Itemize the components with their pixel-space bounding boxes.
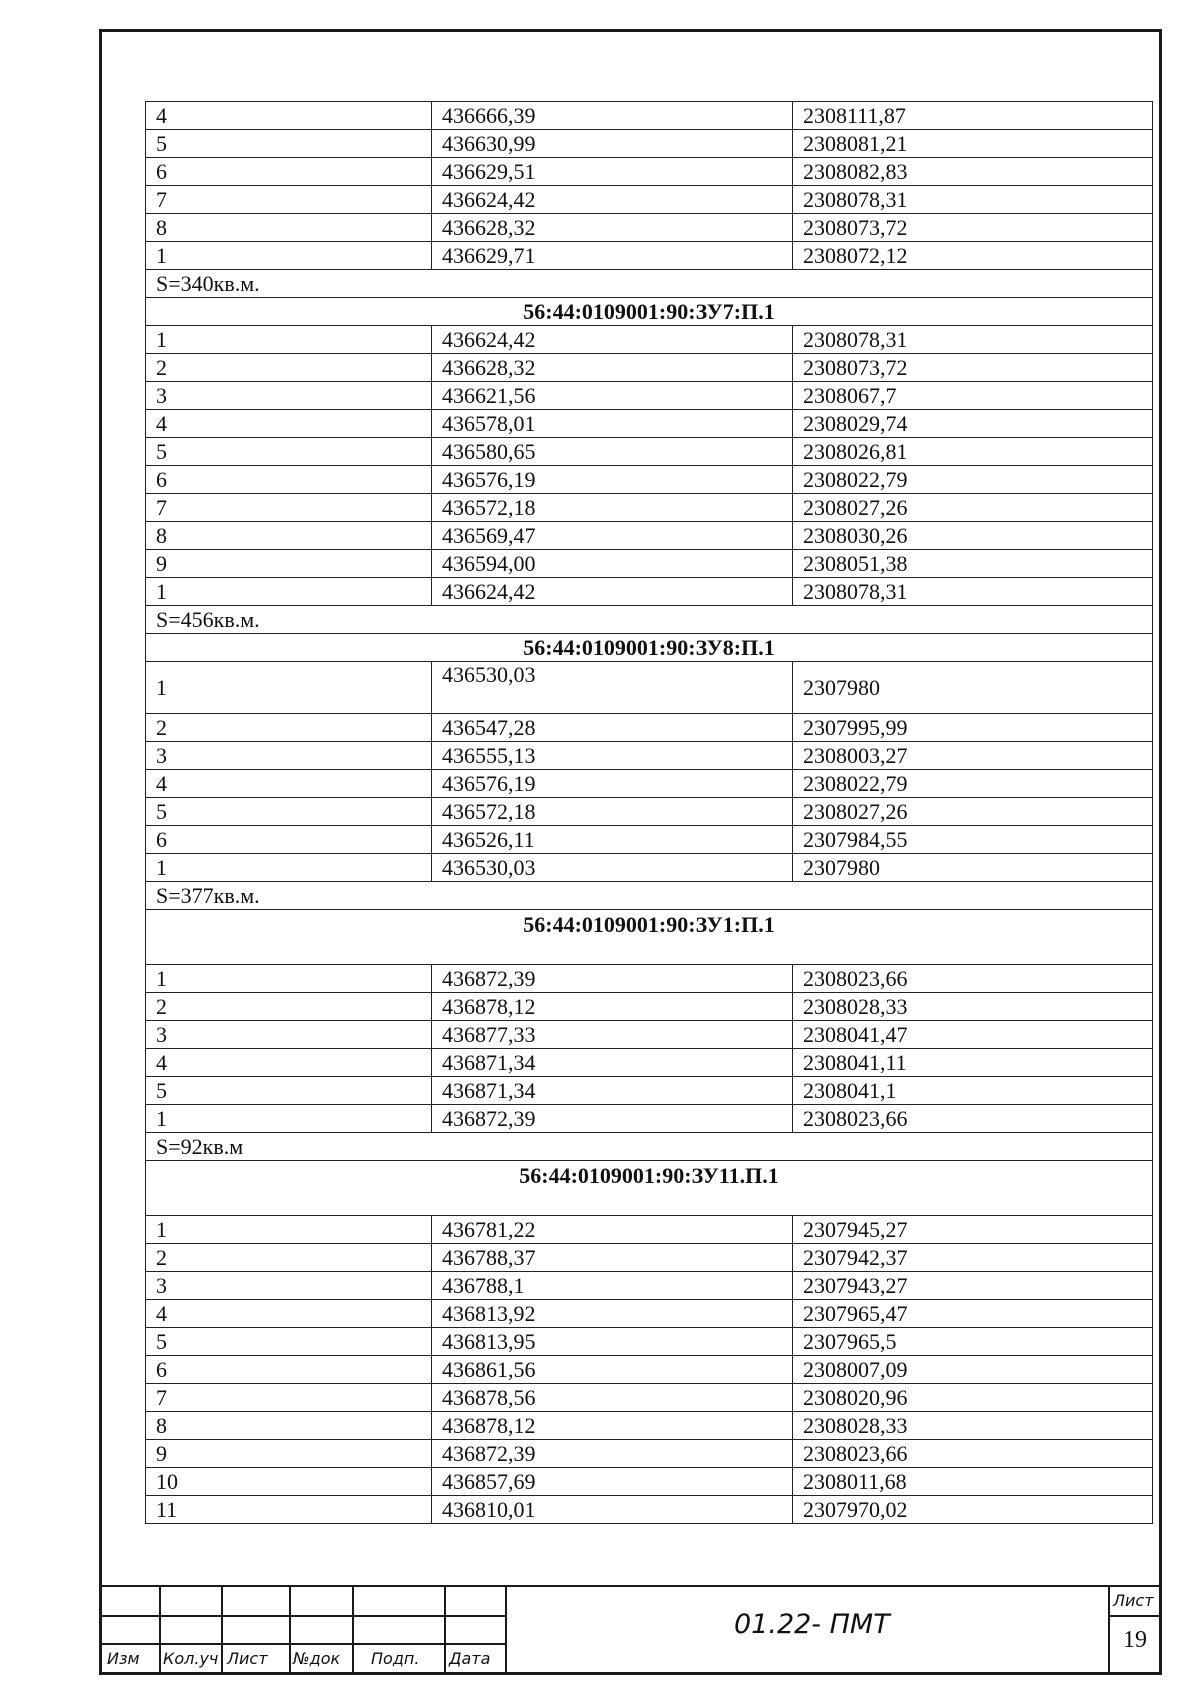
table-row	[146, 854, 1153, 882]
point-number-cell: 3	[146, 382, 432, 410]
kol-uch-label: Кол.уч	[163, 1649, 219, 1668]
data-label: Дата	[449, 1649, 491, 1668]
point-number-cell: 6	[146, 826, 432, 854]
table-row	[146, 798, 1153, 826]
x-coordinate-cell: 436629,51	[432, 158, 793, 186]
point-number-cell: 1	[146, 578, 432, 606]
y-coordinate-cell: 2308067,7	[793, 382, 1153, 410]
y-coordinate-cell: 2307970,02	[793, 1496, 1153, 1524]
y-coordinate-cell: 2308111,87	[793, 102, 1153, 130]
point-number-cell: 2	[146, 993, 432, 1021]
title-block-top-line	[99, 1585, 1162, 1587]
table-row	[146, 522, 1153, 550]
y-coordinate-cell: 2308041,11	[793, 1049, 1153, 1077]
title-block-grid-line	[505, 1585, 507, 1675]
y-coordinate-cell: 2307984,55	[793, 826, 1153, 854]
point-number-cell: 5	[146, 1077, 432, 1105]
point-number-cell: 10	[146, 1468, 432, 1496]
table-row	[146, 662, 1153, 714]
y-coordinate-cell: 2308011,68	[793, 1468, 1153, 1496]
y-coordinate-cell: 2308023,66	[793, 1105, 1153, 1133]
x-coordinate-cell: 436788,37	[432, 1244, 793, 1272]
area-row	[146, 270, 1153, 298]
sheet-number: 19	[1123, 1627, 1147, 1653]
x-coordinate-cell: 436576,19	[432, 466, 793, 494]
point-number-cell: 6	[146, 158, 432, 186]
parcel-header-row	[146, 910, 1153, 965]
x-coordinate-cell: 436530,03	[432, 662, 793, 714]
table-row	[146, 714, 1153, 742]
table-row	[146, 770, 1153, 798]
point-number-cell: 1	[146, 326, 432, 354]
x-coordinate-cell: 436872,39	[432, 1105, 793, 1133]
point-number-cell: 1	[146, 1105, 432, 1133]
point-number-cell: 8	[146, 214, 432, 242]
title-block-grid-line	[444, 1585, 446, 1675]
parcel-id-cell: 56:44:0109001:90:ЗУ11.П.1	[146, 1161, 1153, 1216]
point-number-cell: 3	[146, 1021, 432, 1049]
table-row	[146, 1496, 1153, 1524]
y-coordinate-cell: 2308023,66	[793, 1440, 1153, 1468]
x-coordinate-cell: 436578,01	[432, 410, 793, 438]
x-coordinate-cell: 436628,32	[432, 214, 793, 242]
table-row	[146, 1021, 1153, 1049]
table-row	[146, 354, 1153, 382]
table-row	[146, 1077, 1153, 1105]
table-row	[146, 578, 1153, 606]
x-coordinate-cell: 436629,71	[432, 242, 793, 270]
y-coordinate-cell: 2308082,83	[793, 158, 1153, 186]
table-row	[146, 438, 1153, 466]
y-coordinate-cell: 2308020,96	[793, 1384, 1153, 1412]
sheet-cell-border	[1108, 1585, 1110, 1675]
y-coordinate-cell: 2308029,74	[793, 410, 1153, 438]
table-row	[146, 326, 1153, 354]
x-coordinate-cell: 436530,03	[432, 854, 793, 882]
x-coordinate-cell: 436569,47	[432, 522, 793, 550]
point-number-cell: 2	[146, 714, 432, 742]
coordinates-table-body	[146, 102, 1153, 1524]
table-row	[146, 1468, 1153, 1496]
table-row	[146, 1412, 1153, 1440]
x-coordinate-cell: 436547,28	[432, 714, 793, 742]
table-row	[146, 1216, 1153, 1244]
area-row	[146, 1133, 1153, 1161]
table-row	[146, 1300, 1153, 1328]
sheet-cell-divider	[1108, 1615, 1162, 1617]
point-number-cell: 8	[146, 522, 432, 550]
x-coordinate-cell: 436628,32	[432, 354, 793, 382]
y-coordinate-cell: 2308003,27	[793, 742, 1153, 770]
y-coordinate-cell: 2307965,47	[793, 1300, 1153, 1328]
y-coordinate-cell: 2307945,27	[793, 1216, 1153, 1244]
coordinates-table	[145, 101, 1153, 1524]
table-row	[146, 242, 1153, 270]
area-cell: S=92кв.м	[146, 1133, 1153, 1161]
title-block-grid-line	[352, 1585, 354, 1675]
table-row	[146, 1356, 1153, 1384]
y-coordinate-cell: 2307965,5	[793, 1328, 1153, 1356]
title-block-grid-line	[221, 1585, 223, 1675]
x-coordinate-cell: 436624,42	[432, 578, 793, 606]
point-number-cell: 3	[146, 1272, 432, 1300]
y-coordinate-cell: 2308026,81	[793, 438, 1153, 466]
parcel-id-cell: 56:44:0109001:90:ЗУ7:П.1	[146, 298, 1153, 326]
y-coordinate-cell: 2308073,72	[793, 354, 1153, 382]
table-row	[146, 410, 1153, 438]
point-number-cell: 4	[146, 102, 432, 130]
title-block-grid-line	[289, 1585, 291, 1675]
x-coordinate-cell: 436580,65	[432, 438, 793, 466]
title-block-grid-line	[159, 1585, 161, 1675]
area-cell: S=456кв.м.	[146, 606, 1153, 634]
point-number-cell: 9	[146, 550, 432, 578]
x-coordinate-cell: 436878,12	[432, 1412, 793, 1440]
point-number-cell: 1	[146, 854, 432, 882]
x-coordinate-cell: 436572,18	[432, 494, 793, 522]
y-coordinate-cell: 2308007,09	[793, 1356, 1153, 1384]
point-number-cell: 2	[146, 1244, 432, 1272]
table-row	[146, 382, 1153, 410]
point-number-cell: 5	[146, 1328, 432, 1356]
y-coordinate-cell: 2308051,38	[793, 550, 1153, 578]
y-coordinate-cell: 2308027,26	[793, 494, 1153, 522]
point-number-cell: 4	[146, 770, 432, 798]
x-coordinate-cell: 436872,39	[432, 1440, 793, 1468]
point-number-cell: 5	[146, 130, 432, 158]
x-coordinate-cell: 436871,34	[432, 1049, 793, 1077]
x-coordinate-cell: 436666,39	[432, 102, 793, 130]
parcel-header-row	[146, 1161, 1153, 1216]
x-coordinate-cell: 436872,39	[432, 965, 793, 993]
y-coordinate-cell: 2308078,31	[793, 186, 1153, 214]
point-number-cell: 4	[146, 1049, 432, 1077]
y-coordinate-cell: 2308028,33	[793, 993, 1153, 1021]
x-coordinate-cell: 436810,01	[432, 1496, 793, 1524]
x-coordinate-cell: 436621,56	[432, 382, 793, 410]
area-row	[146, 606, 1153, 634]
point-number-cell: 5	[146, 438, 432, 466]
table-row	[146, 494, 1153, 522]
point-number-cell: 8	[146, 1412, 432, 1440]
y-coordinate-cell: 2308072,12	[793, 242, 1153, 270]
x-coordinate-cell: 436572,18	[432, 798, 793, 826]
x-coordinate-cell: 436555,13	[432, 742, 793, 770]
y-coordinate-cell: 2308022,79	[793, 770, 1153, 798]
point-number-cell: 7	[146, 1384, 432, 1412]
x-coordinate-cell: 436877,33	[432, 1021, 793, 1049]
parcel-header-row	[146, 634, 1153, 662]
y-coordinate-cell: 2308030,26	[793, 522, 1153, 550]
point-number-cell: 4	[146, 1300, 432, 1328]
table-row	[146, 965, 1153, 993]
point-number-cell: 1	[146, 1216, 432, 1244]
x-coordinate-cell: 436871,34	[432, 1077, 793, 1105]
y-coordinate-cell: 2308041,1	[793, 1077, 1153, 1105]
parcel-id-cell: 56:44:0109001:90:ЗУ8:П.1	[146, 634, 1153, 662]
y-coordinate-cell: 2307942,37	[793, 1244, 1153, 1272]
x-coordinate-cell: 436878,56	[432, 1384, 793, 1412]
y-coordinate-cell: 2308078,31	[793, 326, 1153, 354]
x-coordinate-cell: 436781,22	[432, 1216, 793, 1244]
point-number-cell: 1	[146, 242, 432, 270]
point-number-cell: 5	[146, 798, 432, 826]
parcel-id-cell: 56:44:0109001:90:ЗУ1:П.1	[146, 910, 1153, 965]
izm-label: Изм	[107, 1649, 140, 1668]
area-row	[146, 882, 1153, 910]
y-coordinate-cell: 2308022,79	[793, 466, 1153, 494]
y-coordinate-cell: 2307980	[793, 662, 1153, 714]
table-row	[146, 1440, 1153, 1468]
x-coordinate-cell: 436878,12	[432, 993, 793, 1021]
y-coordinate-cell: 2308028,33	[793, 1412, 1153, 1440]
y-coordinate-cell: 2307995,99	[793, 714, 1153, 742]
table-row	[146, 102, 1153, 130]
y-coordinate-cell: 2308078,31	[793, 578, 1153, 606]
x-coordinate-cell: 436861,56	[432, 1356, 793, 1384]
podp-label: Подп.	[371, 1649, 420, 1668]
y-coordinate-cell: 2307980	[793, 854, 1153, 882]
sheet-label: Лист	[1113, 1591, 1154, 1610]
point-number-cell: 1	[146, 965, 432, 993]
table-row	[146, 1272, 1153, 1300]
x-coordinate-cell: 436630,99	[432, 130, 793, 158]
x-coordinate-cell: 436576,19	[432, 770, 793, 798]
table-row	[146, 158, 1153, 186]
x-coordinate-cell: 436813,92	[432, 1300, 793, 1328]
y-coordinate-cell: 2308041,47	[793, 1021, 1153, 1049]
point-number-cell: 3	[146, 742, 432, 770]
table-row	[146, 214, 1153, 242]
y-coordinate-cell: 2307943,27	[793, 1272, 1153, 1300]
x-coordinate-cell: 436813,95	[432, 1328, 793, 1356]
table-row	[146, 550, 1153, 578]
y-coordinate-cell: 2308023,66	[793, 965, 1153, 993]
table-row	[146, 1244, 1153, 1272]
n-dok-label: №док	[293, 1649, 341, 1668]
table-row	[146, 1105, 1153, 1133]
x-coordinate-cell: 436624,42	[432, 326, 793, 354]
point-number-cell: 4	[146, 410, 432, 438]
y-coordinate-cell: 2308081,21	[793, 130, 1153, 158]
parcel-header-row	[146, 298, 1153, 326]
point-number-cell: 11	[146, 1496, 432, 1524]
table-row	[146, 466, 1153, 494]
point-number-cell: 7	[146, 186, 432, 214]
point-number-cell: 1	[146, 662, 432, 714]
point-number-cell: 2	[146, 354, 432, 382]
document-code: 01.22- ПМТ	[734, 1609, 890, 1640]
x-coordinate-cell: 436857,69	[432, 1468, 793, 1496]
table-row	[146, 186, 1153, 214]
area-cell: S=340кв.м.	[146, 270, 1153, 298]
x-coordinate-cell: 436788,1	[432, 1272, 793, 1300]
y-coordinate-cell: 2308027,26	[793, 798, 1153, 826]
point-number-cell: 9	[146, 1440, 432, 1468]
table-row	[146, 1384, 1153, 1412]
area-cell: S=377кв.м.	[146, 882, 1153, 910]
point-number-cell: 7	[146, 494, 432, 522]
list-label: Лист	[227, 1649, 268, 1668]
table-row	[146, 826, 1153, 854]
table-row	[146, 1328, 1153, 1356]
table-row	[146, 130, 1153, 158]
y-coordinate-cell: 2308073,72	[793, 214, 1153, 242]
table-row	[146, 742, 1153, 770]
point-number-cell: 6	[146, 1356, 432, 1384]
x-coordinate-cell: 436526,11	[432, 826, 793, 854]
table-row	[146, 1049, 1153, 1077]
x-coordinate-cell: 436624,42	[432, 186, 793, 214]
table-row	[146, 993, 1153, 1021]
point-number-cell: 6	[146, 466, 432, 494]
x-coordinate-cell: 436594,00	[432, 550, 793, 578]
title-block	[99, 1585, 1162, 1675]
